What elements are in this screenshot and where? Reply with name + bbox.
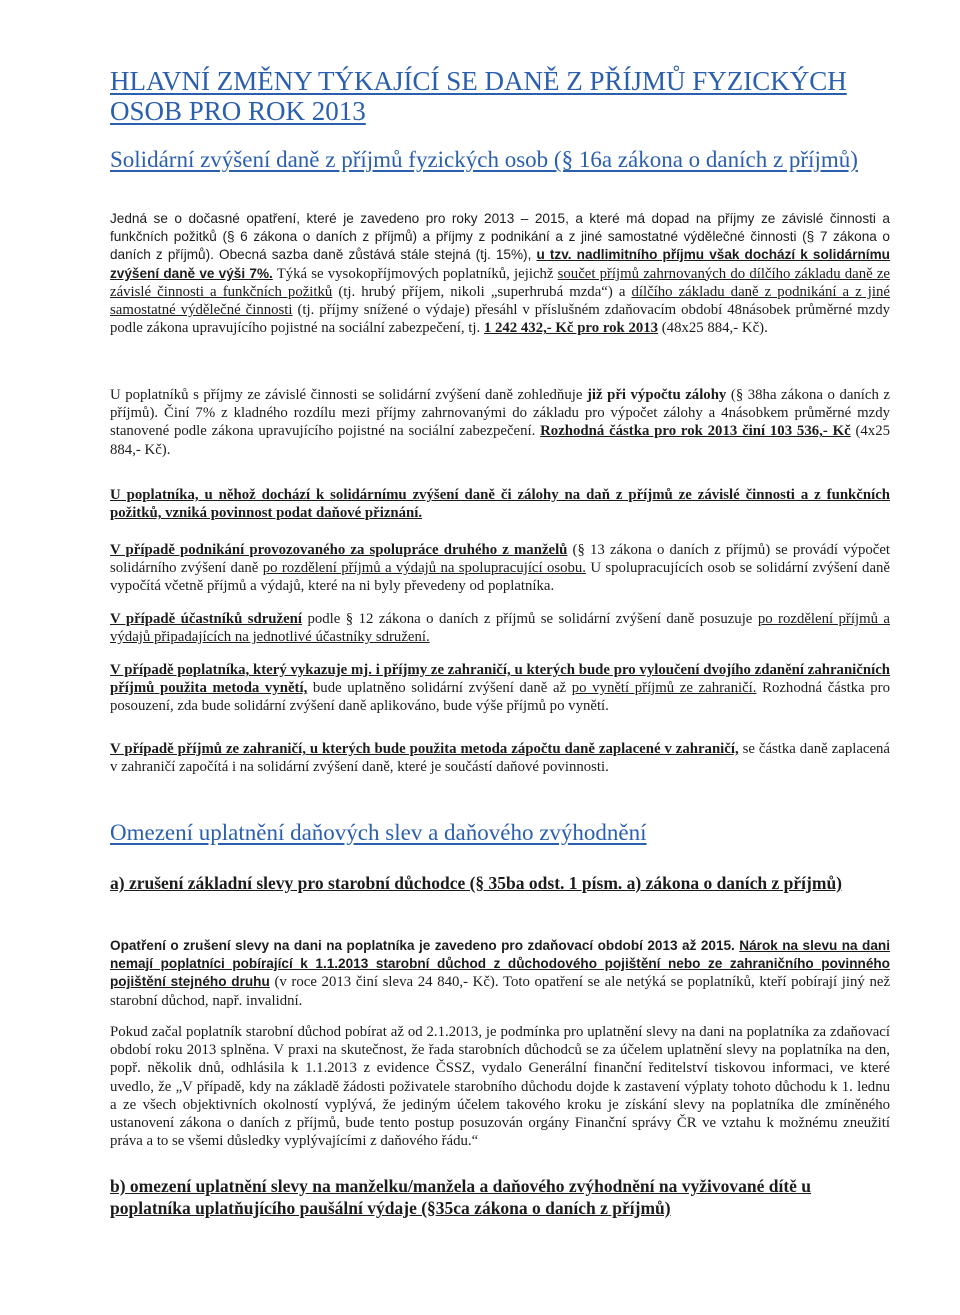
paragraph-2 <box>110 386 890 459</box>
underlined-text: po rozdělení příjmů a výdajů připadajících na jednotlivé účastníky sdružení. <box>110 611 890 646</box>
text-run: (§ 38ha zákona o daních z příjmů). Činí 7% z kladného rozdílu mezi příjmy zahrnovanými do základu pro výpočet zálohy a 4násobkem průměrné mzdy stanovené podle zákona upravujícího pojistné na sociální zabezpečení. <box>110 387 890 440</box>
text-run: U poplatníků s příjmy ze závislé činnosti se solidární zvýšení daně zohledňuje <box>110 387 587 403</box>
text-run: (48x25 884,- Kč). <box>658 320 768 337</box>
text-run: U spolupracujících osob se solidární zvýšení daně vypočítá včetně příjmů a výdajů, které na ni byly převedeny od poplatníka. <box>110 560 890 595</box>
emphasis-text: 1 242 432,- Kč pro rok 2013 <box>483 320 659 337</box>
text-run: (4x25 884,- Kč). <box>110 423 890 458</box>
text-run: (tj. příjmy snížené o výdaje) přesáhl v příslušném zdaňovacím období 48násobek průměrné mzdy podle zákona upravujícího pojistné na sociální zabezpečení, tj. <box>110 302 890 337</box>
text-run: (v roce 2013 činí sleva 24 840,- Kč). Toto opatření se ale netýká se poplatníků, kteří pobírají jiný než starobní důchod, např. invalidní. <box>110 974 891 1009</box>
text-run: se částka daně zaplacená v zahraničí započítá i na solidární zvýšení daně, které je součástí daňové povinnosti. <box>110 741 890 776</box>
emphasis-text: V případě příjmů ze zahraničí, u kterých bude použita metoda zápočtu daně zaplacené v zahraničí, <box>110 741 739 757</box>
section-a-block <box>110 872 890 894</box>
underlined-text: po vynětí příjmů ze zahraničí. <box>571 680 757 697</box>
paragraph-1 <box>110 210 890 337</box>
text-run: Rozhodná částka pro posouzení, zda bude solidární zvýšení daně aplikováno, bude výše příjmů po vynětí. <box>110 680 891 715</box>
text-run: Pokud začal poplatník starobní důchod pobírat až od 2.1.2013, je podmínka pro uplatnění slevy na dani na poplatníka za zdaňovací období roku 2013 splněna. V praxi na skutečnost, že řada starobních důchodců se za účelem uplatnění slevy na poplatníka na den, popř. několik dnů, odhlásila k 1.1.2013 z evidence ČSSZ, vydalo Generální finanční ředitelství tiskovou informaci, ve které uvedlo, že „V případě, kdy na základě žádosti poživatele starobního důchodu dojde k zastavení výplaty tohoto důchodu k 1. lednu a ze všech objektivních okolností vyplývá, že jediným účelem takového kroku je získání slevy na poplatníka dle zmíněného ustanovení zákona o daních z příjmů, bude tento postup posuzován orgány Finanční správy ČR ve vztahu k možnému zneužití práva a to se všemi důsledky vyplývajícími z daňového řádu.“ <box>110 1024 890 1150</box>
document-title-block <box>110 66 890 126</box>
paragraph-4 <box>110 541 890 596</box>
text-run: Týká se vysokopříjmových poplatníků, jejichž <box>272 265 558 282</box>
emphasis-text: Rozhodná částka pro rok 2013 činí 103 536,- Kč <box>540 423 851 440</box>
emphasis-text: Nárok na slevu na dani nemají poplatníci pobírající k 1.1.2013 starobní důchod z důchodového pojištění nebo ze zahraničního povinného pojištění stejného druhu <box>110 938 890 990</box>
heading-2-block <box>110 819 890 846</box>
section-subtitle: Solidární zvýšení daně z příjmů fyzických osob (§ 16a zákona o daních z příjmů) <box>110 147 858 172</box>
section-a-heading: a) zrušení základní slevy pro starobní důchodce (§ 35ba odst. 1 písm. a) zákona o daních z příjmů) <box>110 873 843 893</box>
paragraph-6 <box>110 661 890 716</box>
document-title: HLAVNÍ ZMĚNY TÝKAJÍCÍ SE DANĚ Z PŘÍJMŮ FYZICKÝCH OSOB PRO ROK 2013 <box>110 66 847 126</box>
emphasis-text: již při výpočtu zálohy <box>586 387 727 403</box>
underlined-text: součet příjmů zahrnovaných do dílčího základu daně ze závislé činnosti a funkčních požitků <box>110 265 890 300</box>
text-run: (§ 13 zákona o daních z příjmů) se provádí výpočet solidárního zvýšení daně <box>110 542 890 577</box>
emphasis-text: u tzv. nadlimitního příjmu však dochází k solidárnímu zvýšení daně ve výši 7%. <box>110 247 890 281</box>
paragraph-9 <box>110 1023 890 1150</box>
emphasis-text: U poplatníka, u něhož dochází k solidárnímu zvýšení daně či zálohy na daň z příjmů ze závislé činnosti a z funkčních požitků, vzniká povinnost podat daňové přiznání. <box>110 487 890 522</box>
text-run: (tj. hrubý příjem, nikoli „superhrubá mzda“) a <box>332 283 632 300</box>
section-b-block <box>110 1175 890 1219</box>
subtitle-block <box>110 146 890 173</box>
emphasis-text: V případě podnikání provozovaného za spolupráce druhého z manželů <box>110 542 568 558</box>
paragraph-7 <box>110 740 890 776</box>
underlined-text: po rozdělení příjmů a výdajů na spolupracující osobu. <box>262 560 586 577</box>
paragraph-3 <box>110 486 890 522</box>
paragraph-5 <box>110 610 890 646</box>
text-run: bude uplatněno solidární zvýšení daně až <box>307 680 572 697</box>
emphasis-text: Opatření o zrušení slevy na dani na poplatníka je zavedeno pro zdaňovací období 2013 až 2015. <box>110 938 740 953</box>
section-heading: Omezení uplatnění daňových slev a daňového zvýhodnění <box>110 820 647 845</box>
emphasis-text: V případě poplatníka, který vykazuje mj. i příjmy ze zahraničí, u kterých bude pro vyloučení dvojího zdanění zahraničních příjmů použita metoda vynětí, <box>110 662 890 697</box>
text-run: Jedná se o dočasné opatření, které je zavedeno pro roky 2013 – 2015, a které má dopad na příjmy ze závislé činnosti a funkčních požitků (§ 6 zákona o daních z příjmů) a příjmy z podnikání a z jiné samostatné výdělečné činnosti (§ 7 zákona o daních z příjmů). Obecná sazba daně zůstává stále stejná (tj. 15%), <box>110 211 890 263</box>
paragraph-8 <box>110 937 890 1010</box>
emphasis-text: V případě účastníků sdružení <box>110 611 303 627</box>
section-b-heading: b) omezení uplatnění slevy na manželku/manžela a daňového zvýhodnění na vyživované dítě u poplatníka uplatňujícího paušální výdaje (§35ca zákona o daních z příjmů) <box>110 1176 812 1218</box>
text-run: podle § 12 zákona o daních z příjmů se solidární zvýšení daně posuzuje <box>302 611 758 627</box>
underlined-text: dílčího základu daně z podnikání a z jiné samostatné výdělečné činnosti <box>110 283 890 319</box>
